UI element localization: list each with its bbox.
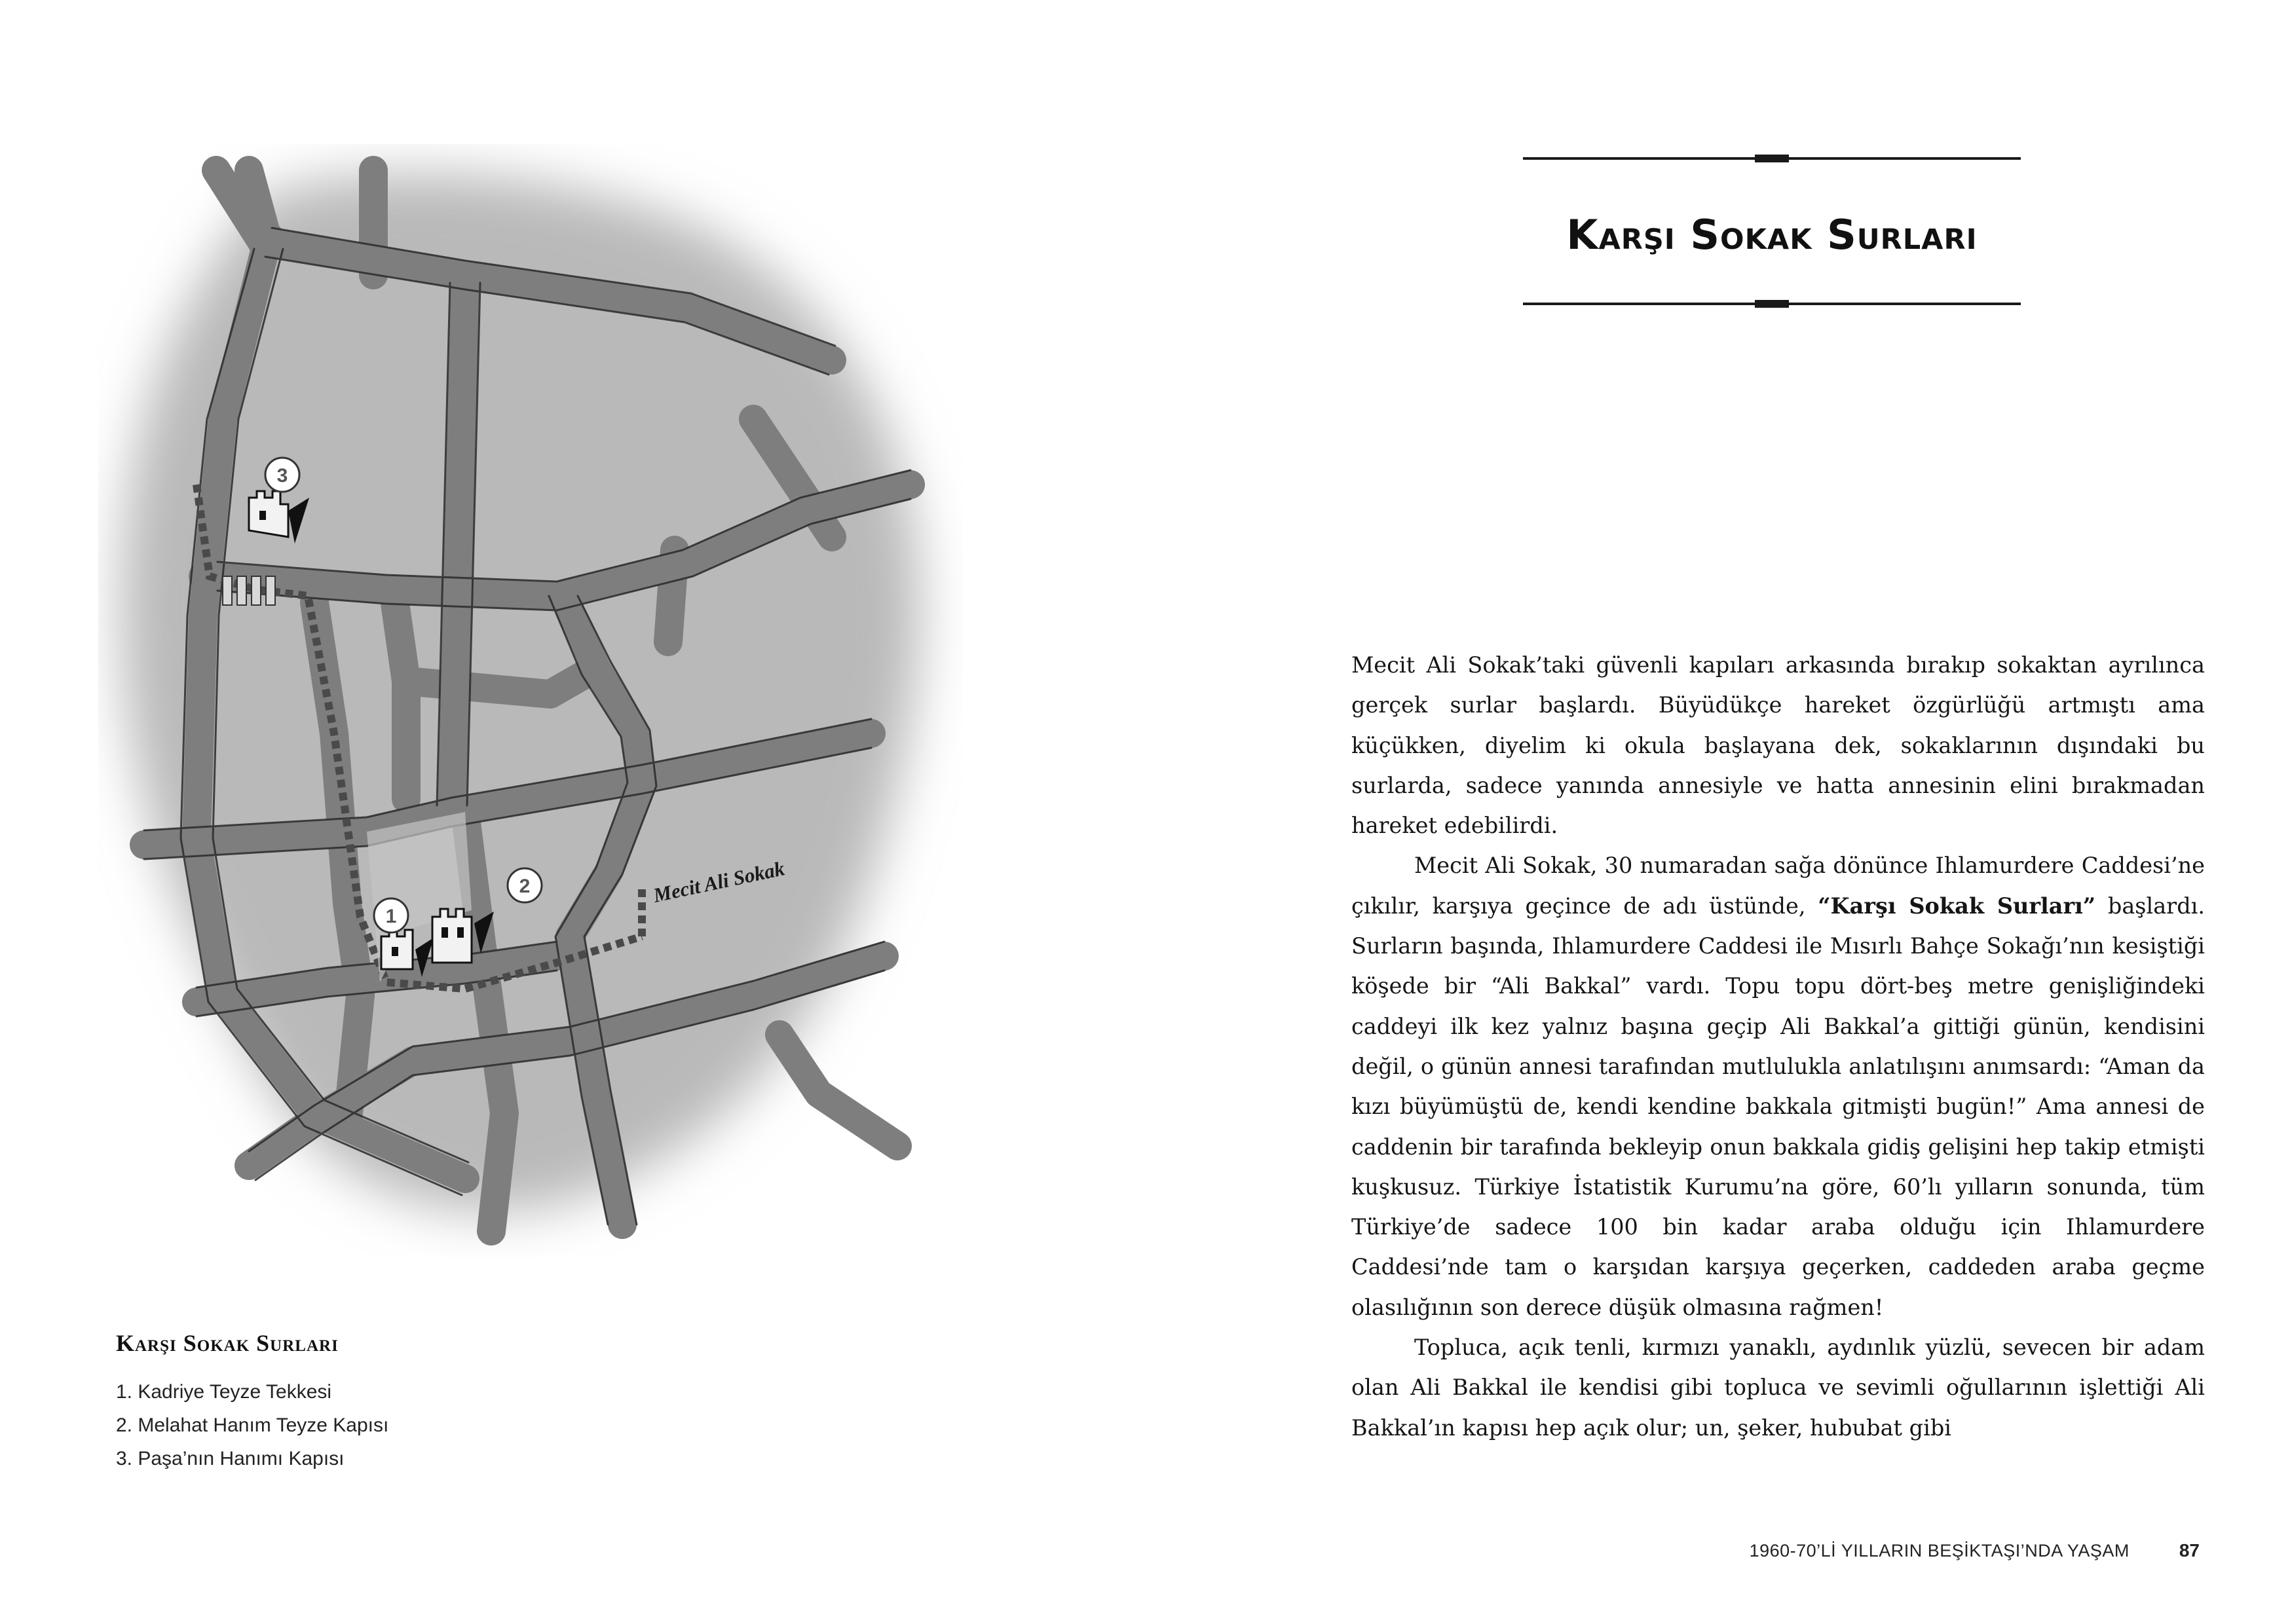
legend-item: 3. Paşa’nın Hanımı Kapısı [116,1448,345,1469]
svg-text:3: 3 [276,465,288,487]
legend-list [116,1375,574,1475]
title-rule-top [1523,157,2021,160]
marker-3 [265,458,299,492]
paragraph: Topluca, açık tenli, kırmızı yanaklı, aydınlık yüzlü, sevecen bir adam olan Ali Bakkal ile kendisi gibi topluca ve sevimli oğullarının işlettiği Ali Bakkal’ın kapısı hep açık olur; un, şeker, hububat gibi [1351,1335,2205,1441]
running-footer [1750,1540,2200,1561]
marker-1 [374,898,408,932]
svg-text:2: 2 [519,876,531,897]
chapter-title: Karşı Sokak Surları [1566,211,1978,259]
bold-phrase: “Karşı Sokak Surları” [1818,893,2096,919]
legend-item: 1. Kadriye Teyze Tekkesi [116,1381,332,1403]
marker-2 [508,868,542,902]
legend-title: Karşı Sokak Surları [116,1330,339,1356]
map-legend [116,1329,574,1475]
paragraph: Mecit Ali Sokak, 30 numaradan sağa dönünce Ihlamurdere Caddesi’ne çıkılır, karşıya geçince de adı üstünde, “Karşı Sokak Surları” başlardı. Surların başında, Ihlamurdere Caddesi ile Mısırlı Bahçe Sokağı’nın kesiştiği köşede bir “Ali Bakkal” vardı. Topu topu dört-beş metre genişliğindeki caddeyi ilk kez yalnız başına geçip Ali Bakkal’a gittiği günün, kendisini değil, o günün annesi tarafından mutlulukla anlatılışını anımsardı: “Aman da kızı büyümüştü de, kendi kendine bakkala gitmişti bugün!” Ama annesi de caddenin bir tarafında bekleyip onun bakkala gidiş gelişini hep takip etmişti kuşkusuz. Türkiye İstatistik Kurumu’na göre, 60’lı yılların sonunda, tüm Türkiye’de sadece 100 bin kadar araba olduğu için Ihlamurdere Caddesi’nde tam o karşıdan karşıya geçerken, caddeden araba geçme olasılığının son derece düşük olmasına rağmen! [1351,853,2205,1320]
running-title: 1960-70’Lİ YILLARIN BEŞİKTAŞI’NDA YAŞAM [1749,1541,2130,1560]
paragraph: Mecit Ali Sokak’taki güvenli kapıları arkasında bırakıp sokaktan ayrılınca gerçek surlar başlardı. Büyüdükçe hareket özgürlüğü artmıştı ama küçükken, diyelim ki okula başlayana dek, sokaklarının dışındaki bu surlarda, sadece yanında annesiyle ve hatta annesinin elini bırakmadan hareket edebilirdi. [1351,652,2205,839]
street-label-mecit-ali-sokak: Mecit Ali Sokak [651,857,787,907]
page-number: 87 [2179,1540,2200,1560]
neighborhood-map [98,144,963,1257]
legend-item: 2. Melahat Hanım Teyze Kapısı [116,1414,389,1436]
body-text [1351,645,2205,1448]
svg-text:1: 1 [385,906,397,927]
title-rule-bottom [1523,303,2021,305]
